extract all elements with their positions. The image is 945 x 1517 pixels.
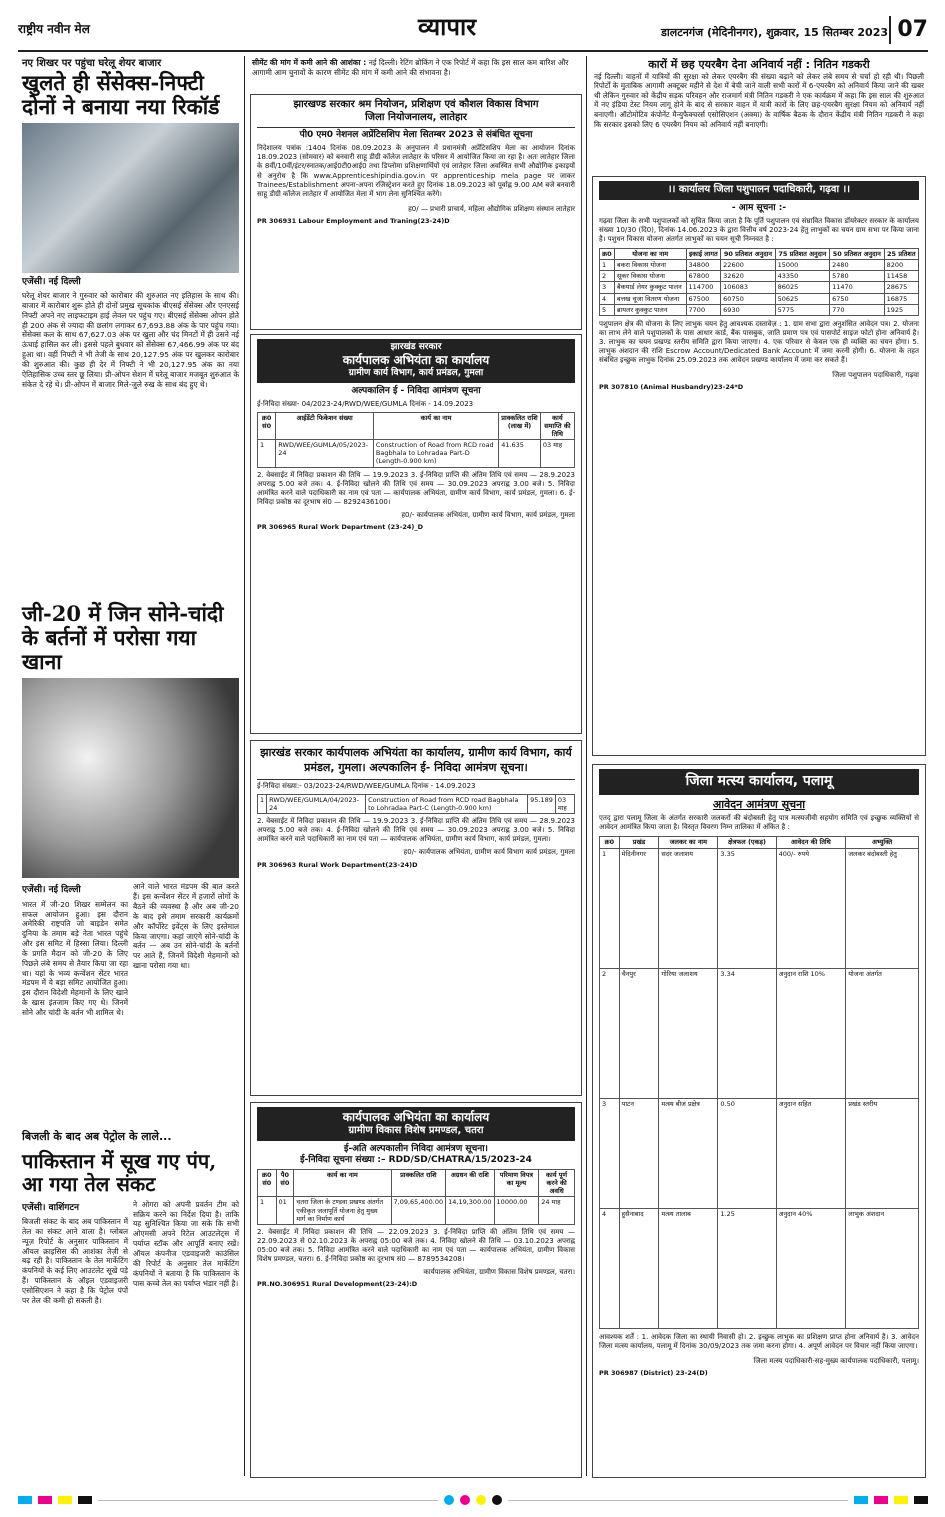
table-cell: 01 bbox=[276, 1197, 294, 1224]
column-divider bbox=[586, 56, 587, 1476]
black-swatch bbox=[914, 1496, 928, 1504]
table-cell: 50625 bbox=[775, 293, 829, 304]
table-header: प्राक्कलित राशि bbox=[391, 1170, 446, 1197]
table-cell: 32620 bbox=[721, 271, 775, 282]
article-body-continued: ने ओगरा को अपनी प्रवर्तन टीम को सक्रिय करने का निर्देश दिया है। ताकि यह सुनिश्चित किया जा सके कि सभी ओएमसी अपने रिटेल आउटलेट्स में पर्याप्त स्टॉक और आपूर्ति बनाए रखें। ऑयल कंपनीज एडवाइजरी काउंसिल की रिपोर्ट के अनुसार तेल मार्केटिंग कंपनियों ने बताया है कि पाकिस्तान के पास कच्चे तेल का पर्याप्त भंडार नहीं है। bbox=[133, 1199, 239, 1288]
table-cell: 114700 bbox=[686, 282, 721, 293]
table-cell: 1.25 bbox=[718, 1208, 776, 1328]
table-cell: प्रखंड स्तरीय bbox=[846, 1098, 919, 1208]
table-cell: बैकयार्ड लेयर कुक्कुट पालन bbox=[614, 282, 686, 293]
table-header: योजना का नाम bbox=[614, 249, 686, 260]
table-row bbox=[600, 282, 919, 293]
table-cell: मत्स्य बीज प्रक्षेत्र bbox=[659, 1098, 718, 1208]
table-cell: 67500 bbox=[686, 293, 721, 304]
animal-husbandry-notice bbox=[592, 176, 926, 756]
paper-name: राष्ट्रीय नवीन मेल bbox=[18, 22, 90, 36]
notice-title: झारखंड सरकार कार्यपालक अभियंता का कार्यालय, ग्रामीण कार्य विभाग, कार्य प्रमंडल, गुमला। अल्पकालिन ई- निविदा आमंत्रण सूचना। bbox=[260, 746, 572, 775]
table-cell: 86025 bbox=[775, 282, 829, 293]
article-headline: पाकिस्तान में सूख गए पंप, आ गया तेल संकट bbox=[22, 1148, 217, 1196]
article-headline: कारों में छह एयरबैग देना अनिवार्य नहीं : नितिन गडकरी bbox=[648, 58, 870, 71]
table-cell: मत्स्य तालाब bbox=[659, 1208, 718, 1328]
table-cell: Construction of Road from RCD road Bagbhala to Lohradaa Part-C (Length-0.900 km) bbox=[366, 794, 528, 813]
article-kicker: बिजली के बाद अब पेट्रोल के लाले... bbox=[22, 1130, 172, 1143]
table-header: कार्य पूर्ण करने की अवधि bbox=[539, 1170, 575, 1197]
table-cell: 11470 bbox=[830, 282, 884, 293]
bar-rule bbox=[508, 1500, 848, 1501]
table-cell: सूकर विकास योजना bbox=[614, 271, 686, 282]
table-row bbox=[600, 968, 919, 1098]
table-header: क्र0 bbox=[600, 837, 620, 848]
table-cell: RWD/WEE/GUMLA/04/2023-24 bbox=[267, 794, 366, 813]
table-row bbox=[600, 1098, 919, 1208]
table-cell: 15000 bbox=[775, 260, 829, 271]
table-cell: 400/- रुपये bbox=[776, 848, 846, 968]
table-row bbox=[600, 271, 919, 282]
silverware-photo bbox=[22, 678, 239, 878]
table-header: कार्य का नाम bbox=[294, 1170, 391, 1197]
table-cell: 16875 bbox=[884, 293, 918, 304]
table-cell: 43350 bbox=[775, 271, 829, 282]
notice-signature: ह0/- कार्यपालक अभियंता, ग्रामीण कार्य विभाग, कार्य प्रमंडल, गुमला bbox=[401, 510, 575, 519]
chatra-tender-notice bbox=[250, 1102, 582, 1478]
fisheries-table bbox=[599, 836, 919, 1328]
yellow-dot bbox=[476, 1495, 486, 1505]
article-body: नई दिल्ली। वाहनों में यात्रियों की सुरक्षा को लेकर एयरबैग की संख्या बढ़ाने को लेकर लंबे समय से चर्चा हो रही थी। पिछली रिपोर्टों के मुताबिक आगामी अक्टूबर महीने से देश में बेची जाने वाली सभी कारों में 6-एयरबैग को अनिवार्य किया जाने की खबर थी लेकिन गुरुवार को केंद्रीय सड़क परिवहन और राजमार्ग मंत्री नितिन गडकरी ने एक कार्यक्रम में कहा कि इस साल की शुरुआत में नए इंडिया टेस्ट नियम लागू होने के बाद से सरकार वाहन में यात्री कारों के लिए छह-एयरबैग सुरक्षा नियम को अनिवार्य नहीं बनाएगी। ऑटोमोटिव कंपोनेंट मैन्युफैक्चरर्स एसोसिएशन (अक्मा) के वार्षिक बैठक के दौरान केंद्रीय मंत्री नितिन गडकरी ने कहा कि सरकार इसको लिए 6 एयरबैग नियम को अनिवार्य नहीं बनाएगी। bbox=[594, 71, 924, 129]
table-cell: सदर जलाशय bbox=[659, 848, 718, 968]
cyan-dot bbox=[444, 1495, 454, 1505]
table-cell: जलकर बंदोबस्ती हेतु bbox=[846, 848, 919, 968]
table-row bbox=[258, 1197, 575, 1224]
notice-title: कार्यपालक अभियंता का कार्यालय bbox=[342, 353, 490, 368]
cement-brief bbox=[248, 56, 583, 94]
table-cell: 770 bbox=[830, 304, 884, 315]
pakistan-article bbox=[18, 1128, 243, 1478]
notice-conditions: आवश्यक शर्तें : 1. आवेदक जिला का स्थायी निवासी हो। 2. इच्छुक लाभुक का प्रशिक्षण प्राप्त होना अनिवार्य है। 3. आवेदन जिला मत्स्य कार्यालय, पलामू में दिनांक 30/09/2023 तक जमा करना होगा। 4. अपूर्ण आवेदन पर विचार नहीं किया जाएगा। bbox=[599, 1332, 919, 1350]
brief-kicker: सीमेंट की मांग में कमी आने की आशंका : bbox=[252, 58, 367, 67]
table-cell: ब्रायलर कुक्कुट पालन bbox=[614, 304, 686, 315]
article-body: घरेलू शेयर बाजार ने गुरुवार को कारोबार की शुरुआत नए इतिहास के साथ की। बाजार में कारोबार शुरू होते ही दोनों प्रमुख सूचकांक बीएसई सेंसेक्स और एनएसई निफ्टी अपने नए लाइफटाइम हाई लेवल पर पहुंच गए। बीएसई सेंसेक्स ओपन होते ही 200 अंक से ज्यादा की छलांग लगाकर 67,693.88 अंक के पार पहुंच गया। सेंसेक्स कल के साथ 67,627.03 अंक पर खुला और चंद मिनटों में ही उसने नई ऊंचाई हासिल कर ली। इससे पहले बुधवार को सेंसेक्स 67,466.99 अंक पर बंद हुआ था। वहीं निफ्टी ने भी तेजी के साथ 20,127.95 अंक पर खुलकर कारोबार की शुरुआत की। कुछ ही देर में निफ्टी ने भी 20,127.95 अंक का नया ऐतिहासिक उच्च स्तर छू लिया। प्री-ओपन सेशन में घरेलू बाजार मजबूत शुरुआत के संकेत दे रहे थे। प्री-ओपन में बाजार मिले-जुले रुख के साथ बंद हुए थे। bbox=[22, 291, 239, 389]
table-header: 50 प्रतिशत अनुदान bbox=[830, 249, 884, 260]
tender-table bbox=[257, 412, 575, 468]
column-divider bbox=[244, 56, 245, 1476]
scheme-table bbox=[599, 248, 919, 316]
table-header: कार्य का नाम bbox=[373, 412, 498, 439]
table-header: जलकर का नाम bbox=[659, 837, 718, 848]
table-row bbox=[600, 1208, 919, 1328]
table-cell: 1 bbox=[258, 794, 267, 813]
section-title: व्यापार bbox=[418, 13, 477, 41]
pr-number: PR 306963 Rural Work Department(23-24)D bbox=[257, 860, 418, 869]
notice-signature: जिला मत्स्य पदाधिकारी-सह-मुख्य कार्यपालक पदाधिकारी, पलामू। bbox=[753, 1356, 919, 1365]
table-cell: 10000.00 bbox=[494, 1197, 539, 1224]
table-cell: अनुदान 40% bbox=[776, 1208, 846, 1328]
tender-terms: 2. वेबसाईट में निविदा प्रकाशन की तिथि — 19.9.2023 3. ई-निविदा प्राप्ति की अंतिम तिथि एवं समय — 28.9.2023 अपराह्न 5.00 बजे तक। 4. ई-निविदा खोलने की तिथि एवं समय — 30.09.2023 अपराह्न 3.00 बजे। 5. निविदा आमंत्रित करने वाले पदाधिकारी का नाम एवं पता — कार्यपालक अभियंता, ग्रामीण कार्य विभाग, कार्य प्रमंडल, गुमला। 6. ई-निविदा प्रकोष्ठ का दूरभाष सं0 — 8292436100। bbox=[257, 470, 575, 506]
table-cell: 22600 bbox=[721, 260, 775, 271]
table-cell: बकरा विकास योजना bbox=[614, 260, 686, 271]
notice-points: पशुपालन क्षेत्र की योजना के लिए लाभुक चयन हेतु आवश्यक दस्तावेज़ : 1. ग्राम सभा द्वारा अनुशंसित आवेदन पत्र। 2. योजना का लाभ लेने वाले पशुपालकों के पास आधार कार्ड, बैंक पासबुक, जाति प्रमाण पत्र एवं पासपोर्ट साइज फोटो होना अनिवार्य है। 3. लाभुक का चयन प्रखण्ड स्तरीय समिति द्वारा किया जाएगा। 4. एक परिवार से केवल एक ही व्यक्ति का चयन होगा। 5. लाभुक अंशदान की राशि Escrow Account/Dedicated Bank Account में जमा करनी होगी। 6. योजना के तहत संबंधित इच्छुक लाभुक दिनांक 25.09.2023 तक आवेदन प्रखण्ड कार्यालय में जमा कर सकते हैं। bbox=[599, 319, 919, 365]
article-headline: जी-20 में जिन सोने-चांदी के बर्तनों में परोसा गया खाना bbox=[22, 601, 224, 675]
table-header: क्र0 सं0 bbox=[258, 1170, 277, 1197]
table-cell: 1 bbox=[600, 260, 615, 271]
pr-number: PR 306965 Rural Work Department (23-24)_D bbox=[257, 523, 424, 532]
notice-text: निदेशालय पत्रांक :1404 दिनांक 08.09.2023 के अनुपालन में प्रधानमंत्री अप्रेंटिसशिप मेला का आयोजन दिनांक 18.09.2023 (सोमवार) को बनवारी साहू डीग्री कॉलेज लातेहार के परिसर में आयोजित किया जा रहा है। अतः लातेहार जिला के 8वीं/10वीं/इंटर/स्नातक/आई0टी0आई0 तथा डिप्लोमा प्रशिक्षणार्थियों एवं लातेहार जिला अवस्थित सभी औद्योगिक इकाइयों से अनुरोध है कि www.Apprenticeshipindia.gov.in पर apprenticeship mela page पर जाकर Trainees/Establishment अपना-अपना रजिस्ट्रेशन करते हुए दिनांक 18.09.2023 को पूर्वाह्न 9.00 AM बजे बनवारी साहू डीग्री कॉलेज लातेहार में आयोजित मेला में भाग लेना सुनिश्चित करेंगे। bbox=[257, 144, 575, 198]
table-cell: 7700 bbox=[686, 304, 721, 315]
notice-title: ।। कार्यालय जिला पशुपालन पदाधिकारी, गढ़वा ।। bbox=[599, 181, 919, 200]
table-cell: 5775 bbox=[775, 304, 829, 315]
table-cell: 6750 bbox=[830, 293, 884, 304]
g20-article bbox=[18, 600, 243, 1120]
notice-title: पी0 एम0 नेशनल अप्रेंटिसशिप मेला सितम्बर 2023 से संबंधित सूचना bbox=[257, 127, 575, 141]
notice-heading: ई-अति अल्पकालीन निविदा आमंत्रण सूचना। bbox=[344, 1143, 488, 1154]
cyan-swatch bbox=[18, 1496, 32, 1504]
table-cell: 03 माह bbox=[555, 794, 574, 813]
table-cell: 6930 bbox=[721, 304, 775, 315]
stock-market-photo bbox=[22, 123, 239, 273]
table-cell: 3 bbox=[600, 1098, 620, 1208]
notice-title: कार्यपालक अभियंता का कार्यालय bbox=[342, 1110, 490, 1124]
notice-signature: कार्यपालक अभियंता, ग्रामीण विकास विशेष प्रमण्डल, चतरा। bbox=[423, 1268, 575, 1277]
table-cell: 1 bbox=[258, 1197, 277, 1224]
table-cell: 41.635 bbox=[499, 440, 541, 467]
table-cell: 4 bbox=[600, 1208, 620, 1328]
pr-number: PR 306931 Labour Employment and Traning(23-24)D bbox=[257, 216, 450, 225]
table-header: प्राक्कलित राशि (लाख में) bbox=[499, 412, 541, 439]
notice-org: झारखंड सरकार bbox=[390, 342, 442, 352]
table-header: 75 प्रतिशत अनुदान bbox=[775, 249, 829, 260]
table-header: 25 प्रतिशत bbox=[884, 249, 918, 260]
cyan-swatch bbox=[854, 1496, 868, 1504]
table-header: 90 प्रतिशत अनुदान bbox=[721, 249, 775, 260]
article-body: बिजली संकट के बाद अब पाकिस्तान में तेल का संकट आने वाला है। ग्लोबल न्यूज़ रिपोर्ट के अनुसार पाकिस्तान में ऑयल क्राइसिस की आशंका तेज़ी से बढ़ रही है। पाकिस्तान के तेल मार्केटिंग कंपनियों के कई लिए आउटलेट सूखे पड़े हैं। पाकिस्तान के ऑइल एडवाइजरी एसोसिएशन ने कहा है कि पेट्रोल पंपों पर तेल की कमी हो सकती है। bbox=[22, 1217, 128, 1305]
table-header: अभ्युक्ति bbox=[846, 837, 919, 848]
article-headline: खुलते ही सेंसेक्स-निफ्टी दोनों ने बनाया नया रिकॉर्ड bbox=[22, 69, 220, 119]
black-swatch bbox=[78, 1496, 92, 1504]
table-row bbox=[600, 260, 919, 271]
tender-terms: 2. वेबसाईट में निविदा प्रकाशन की तिथि — 22.09.2023 3. ई-निविदा प्राप्ति की अंतिम तिथि एवं समय — 22.09.2023 से 02.10.2023 के अपराह्न 05:00 बजे तक। 4. निविदा खोलने की तिथि — 03.10.2023 अपराह्न 05:00 बजे तक। 5. निविदा आमंत्रित करने वाले पदाधिकारी का नाम एवं पता — कार्यपालक अभियंता, ग्रामीण विकास विशेष प्रमण्डल, चतरा। 6. ई-निविदा प्रकोष्ठ का दूरभाष सं0 — 8789534208। bbox=[257, 1227, 575, 1264]
table-cell: 28675 bbox=[884, 282, 918, 293]
notice-signature: ह0/- कार्यपालक अभियंता, ग्रामीण कार्य विभाग कार्य प्रमंडल, गुमला bbox=[403, 848, 575, 857]
yellow-swatch bbox=[58, 1496, 72, 1504]
table-header: इकाई लागत bbox=[686, 249, 721, 260]
table-header: परिमाण विपत्र का मूल्य bbox=[494, 1170, 539, 1197]
table-row bbox=[600, 848, 919, 968]
print-registration-bar bbox=[18, 1490, 928, 1510]
tender-ref: ई-निविदा संख्या:- 03/2023-24/RWD/WEE/GUMLA दिनांक - 14.09.2023 bbox=[257, 779, 575, 791]
table-header: आईडेंटी फिकेशन संख्या bbox=[276, 412, 374, 439]
magenta-swatch bbox=[38, 1496, 52, 1504]
table-cell: 14,19,300.00 bbox=[446, 1197, 494, 1224]
table-cell: 60750 bbox=[721, 293, 775, 304]
table-cell: बत्तख चूजा वितरण योजना bbox=[614, 293, 686, 304]
table-header: प्रखंड bbox=[619, 837, 659, 848]
table-cell: 5780 bbox=[830, 271, 884, 282]
article-kicker: नए शिखर पर पहुंचा घरेलू शेयर बाजार bbox=[22, 58, 162, 69]
table-cell: चतरा जिला के टण्डवा प्रखण्ड अंतर्गत एकीकृत जलापूर्ति योजना हेतु मुख्य मार्ग का निर्माण कार्य bbox=[294, 1197, 391, 1224]
table-header: आवेदन की तिथि bbox=[776, 837, 846, 848]
yellow-swatch bbox=[894, 1496, 908, 1504]
table-row bbox=[600, 304, 919, 315]
article-body-continued: आने वाले भारत मंडपम की बात करते हैं। इस कन्वेंशन सेंटर में हजारों लोगों के बैठने की व्यवस्था है और अब जी-20 के बाद इसे तमाम सरकारी कार्यक्रमों और कॉर्पोरेट इवेंट्स के लिए इस्तेमाल किया जाएगा। कहां जाएंगे सोने-चांदी के बर्तन — अब उन सोने-चांदी के बर्तनों पर आते हैं, जिनमें विदेशी मेहमानों को खाना परोसा गया था। bbox=[133, 882, 239, 971]
table-cell: मेदिनीनगर bbox=[619, 848, 659, 968]
table-cell: 11458 bbox=[884, 271, 918, 282]
fisheries-notice bbox=[592, 764, 926, 1478]
table-cell: 67800 bbox=[686, 271, 721, 282]
table-header: क्र0 सं0 bbox=[258, 412, 276, 439]
brief-text: नई दिल्ली। रेटिंग ब्रोकिंग ने एक रिपोर्ट में कहा कि इस साल कम बारिश और आगामी आम चुनावों के कारण सीमेंट की मांग में कमी आने की संभावना है। bbox=[252, 58, 569, 77]
notice-signature: जिला पशुपालन पदाधिकारी, गढ़वा bbox=[832, 371, 919, 380]
table-cell: अनुदान सहित bbox=[776, 1098, 846, 1208]
table-header: कार्य समाप्ति की तिथि bbox=[540, 412, 574, 439]
table-cell: अनुदान राशि 10% bbox=[776, 968, 846, 1098]
sensex-article bbox=[18, 56, 243, 596]
table-cell: 34800 bbox=[686, 260, 721, 271]
dateline: डालटनगंज (मेदिनीनगर), शुक्रवार, 15 सितम्बर 2023 bbox=[661, 26, 888, 39]
page-number: 07 bbox=[889, 16, 928, 44]
airbag-article bbox=[590, 56, 928, 168]
table-cell: 24 माह bbox=[539, 1197, 575, 1224]
table-row bbox=[600, 293, 919, 304]
apprenticeship-notice bbox=[250, 94, 582, 330]
gumla-tender-notice-2 bbox=[250, 740, 582, 1096]
notice-text: एतद् द्वारा पलामू जिला के अंतर्गत सरकारी जलकरों की बंदोबस्ती हेतु पात्र मत्स्यजीवी सहयोग समिति एवं इच्छुक व्यक्तियों से आवेदन आमंत्रित किया जाता है। विस्तृत विवरण निम्न तालिका में अंकित है : bbox=[599, 814, 919, 832]
table-cell: 3.35 bbox=[718, 848, 776, 968]
gumla-tender-notice bbox=[250, 334, 582, 734]
tender-table bbox=[257, 794, 575, 814]
tender-table bbox=[257, 1169, 575, 1225]
table-cell: Construction of Road from RCD road Bagbhala to Lohradaa Part-D (Length-0.900 km) bbox=[373, 440, 498, 467]
notice-sub: - आम सूचना :- bbox=[731, 202, 787, 213]
table-row bbox=[258, 440, 575, 467]
table-cell: 0.50 bbox=[718, 1098, 776, 1208]
table-cell: 1 bbox=[600, 848, 620, 968]
table-cell: 3.34 bbox=[718, 968, 776, 1098]
pr-number: PR 307810 (Animal Husbandry)23-24*D bbox=[599, 383, 744, 392]
tender-ref: ई-निविदा संख्या- 04/2023-24/RWD/WEE/GUMLA दिनांक - 14.09.2023 bbox=[257, 399, 474, 408]
table-cell: 3 bbox=[600, 282, 615, 293]
magenta-dot bbox=[460, 1495, 470, 1505]
table-cell: हुसैनाबाद bbox=[619, 1208, 659, 1328]
tender-ref: ई-निविदा सूचना संख्या :– RDD/SD/CHATRA/15/2023-24 bbox=[300, 1154, 532, 1165]
table-cell: 4 bbox=[600, 293, 615, 304]
article-byline: एजेंसी। नई दिल्ली bbox=[22, 276, 81, 287]
table-row bbox=[258, 794, 575, 813]
table-cell: 2 bbox=[600, 968, 620, 1098]
notice-title: जिला मत्स्य कार्यालय, पलामू bbox=[599, 769, 919, 795]
table-cell: 7,09,65,400.00 bbox=[391, 1197, 446, 1224]
article-byline: एजेंसी। नई दिल्ली bbox=[22, 885, 81, 896]
notice-signature: ह0/ — प्रभारी प्राचार्य, महिला औद्योगिक प्रशिक्षण संस्थान लातेहार bbox=[408, 204, 575, 213]
magenta-swatch bbox=[874, 1496, 888, 1504]
pr-number: PR 306987 (District) 23-24(D) bbox=[599, 1368, 708, 1377]
notice-org: झारखण्ड सरकार श्रम नियोजन, प्रशिक्षण एवं कौशल विकास विभाग bbox=[293, 99, 539, 110]
article-byline: एजेंसी। वाशिंगटन bbox=[22, 1202, 79, 1213]
table-cell: पाटन bbox=[619, 1098, 659, 1208]
table-cell: 1 bbox=[258, 440, 276, 467]
table-cell: 1925 bbox=[884, 304, 918, 315]
masthead bbox=[18, 12, 928, 52]
table-cell: लाभुक अंशदान bbox=[846, 1208, 919, 1328]
table-cell: चैनपुर bbox=[619, 968, 659, 1098]
table-cell: गोरिया जलाशय bbox=[659, 968, 718, 1098]
table-cell: योजना अंतर्गत bbox=[846, 968, 919, 1098]
table-cell: 2480 bbox=[830, 260, 884, 271]
table-header: क्र0 bbox=[600, 249, 615, 260]
notice-sub: ग्रामीण कार्य विभाग, कार्य प्रमंडल, गुमला bbox=[348, 368, 484, 379]
notice-heading: अल्पकालिन ई - निविदा आमंत्रण सूचना bbox=[351, 385, 481, 396]
notice-sub: आवेदन आमंत्रण सूचना bbox=[712, 797, 806, 811]
pr-number: PR.NO.306951 Rural Development(23-24):D bbox=[257, 1280, 418, 1289]
table-cell: 106083 bbox=[721, 282, 775, 293]
notice-text: गढ़वा जिला के सभी पशुपालकों को सूचित किया जाता है कि पूर्ति पशुपालन एवं संघ्रावित विकास डॉयरेक्टर सरकार के कार्यालय संख्या 10/30 (दि0), दिनांक 14.06.2023 के द्वारा वित्तीय वर्ष 2023-24 हेतु लाभुकों का चयन ग्राम सभा पर किया जाना है। पशुधन विकास योजना अंतर्गत लाभुकों का चयन सूची निम्नवत है : bbox=[599, 216, 919, 243]
table-cell: 95.189 bbox=[528, 794, 556, 813]
table-cell: 8200 bbox=[884, 260, 918, 271]
tender-terms: 2. वेबसाईट में निविदा प्रकाशन की तिथि — 19.9.2023 3. ई-निविदा प्राप्ति की अंतिम तिथि एवं समय — 28.9.2023 अपराह्न 5.00 बजे तक। 4. ई-निविदा खोलने की तिथि एवं समय — 30.09.2023 अपराह्न 3.00 बजे। 5. निविदा आमंत्रित करने वाले पदाधिकारी का नाम एवं पता — कार्यपालक अभियंता, ग्रामीण कार्य विभाग, कार्य प्रमंडल, गुमला। bbox=[257, 817, 575, 844]
notice-dept: जिला नियोजनालय, लातेहार bbox=[365, 111, 467, 123]
notice-sub: ग्रामीण विकास विशेष प्रमण्डल, चतरा bbox=[348, 1125, 484, 1136]
table-cell: 5 bbox=[600, 304, 615, 315]
article-body: भारत में जी-20 शिखर सम्मेलन का सफल आयोजन हुआ। इस दौरान अमेरिकी राष्ट्रपति जो बाइडेन समेत दुनिया के तमाम बड़े नेता भारत पहुंचे और इस समिट में हिस्सा लिया। दिल्ली के प्रगति मैदान को जी-20 के लिए पिछले लंबे समय से तैयार किया जा रहा था। यहां के भव्य कन्वेंशन सेंटर भारत मंडपम में ये बड़ा समिट आयोजित हुआ। इस दौरान विदेशी मेहमानों के लिए खाने के खास इंतजाम किए गए थे। जिनमें सोने और चांदी के बर्तन भी शामिल थे। bbox=[22, 899, 128, 1017]
table-cell: 03 माह bbox=[540, 440, 574, 467]
table-cell: 2 bbox=[600, 271, 615, 282]
table-header: क्षेत्रफल (एकड़) bbox=[718, 837, 776, 848]
table-header: पै0 सं0 bbox=[276, 1170, 294, 1197]
black-dot bbox=[492, 1495, 502, 1505]
bar-rule bbox=[98, 1500, 438, 1501]
table-header: अग्रधन की राशि bbox=[446, 1170, 494, 1197]
table-cell: RWD/WEE/GUMLA/05/2023-24 bbox=[276, 440, 374, 467]
